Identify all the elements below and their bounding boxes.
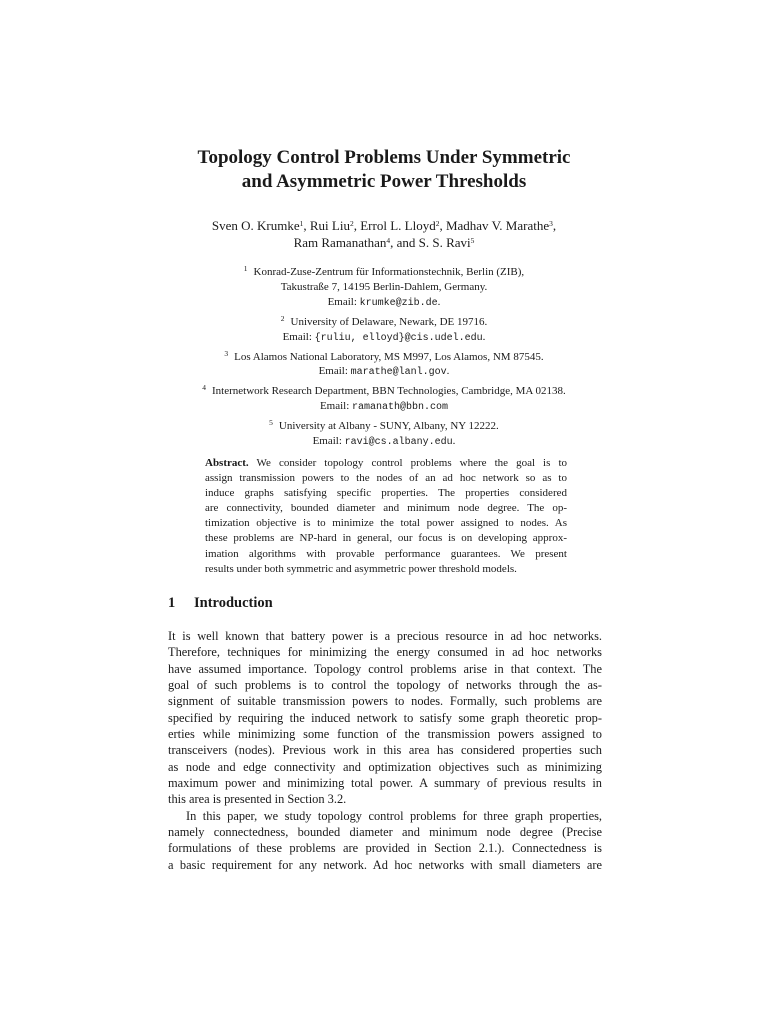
affiliation-email-line: [100, 399, 668, 416]
affiliation-4: [100, 381, 668, 416]
affiliation-3: [100, 347, 668, 382]
author-conjunction: and: [396, 235, 416, 250]
section-number: 1: [168, 595, 176, 611]
affiliation-list: [100, 262, 668, 451]
body-text: [168, 628, 602, 873]
abstract: [205, 456, 567, 577]
email-suffix: .: [437, 295, 441, 308]
abstract-line: induce graphs satisfying specific properties. The properties considered: [205, 487, 567, 500]
email-address: ramanath@bbn.com: [352, 402, 449, 414]
body-line: formulations of these problems are provided in Section 2.1.). Connectedness is: [168, 841, 602, 856]
abstract-line: results under both symmetric and asymmetric power threshold models.: [205, 562, 517, 575]
email-label: Email:: [318, 365, 348, 378]
abstract-label: Abstract.: [205, 457, 249, 469]
email-suffix: .: [452, 435, 456, 448]
abstract-line: imation algorithms with provable performance guarantees. We present: [205, 547, 567, 560]
author-affil-mark: 5: [470, 236, 475, 245]
author-name: Ram Ramanathan: [293, 235, 387, 250]
affiliation-email-line: [100, 295, 668, 312]
body-line: a basic requirement for any network. Ad hoc networks with small diameters are: [168, 857, 602, 872]
email-address: krumke@zib.de: [359, 297, 438, 309]
section-title: Introduction: [194, 595, 273, 611]
affiliation-number: 5: [269, 418, 273, 428]
affiliation-number: 2: [280, 313, 285, 323]
email-label: Email:: [282, 330, 312, 343]
author-name: Sven O. Krumke: [211, 218, 300, 233]
body-line: It is well known that battery power is a precious resource in ad hoc networks.: [168, 629, 602, 643]
affiliation-number: 3: [224, 348, 229, 358]
email-suffix: .: [446, 365, 450, 378]
title-line-2: and Asymmetric Power Thresholds: [241, 171, 527, 192]
affiliation-2: [100, 312, 668, 347]
author-list: [100, 217, 668, 251]
email-label: Email:: [327, 295, 357, 308]
body-line: namely connectedness, bounded diameter and minimum node degree (Precise: [168, 825, 602, 840]
email-address: marathe@lanl.gov: [350, 367, 447, 379]
affiliation-email-line: [100, 434, 668, 451]
author-name: Madhav V. Marathe: [445, 218, 550, 233]
author-line-1: Sven O. Krumke$^1$, Rui Liu$^2$, Errol L. Lloyd$^2$, Madhav V. Marathe$^3$,: [211, 218, 557, 233]
body-line: Therefore, techniques for minimizing the energy consumed in ad hoc networks: [168, 645, 602, 660]
body-line: signment of suitable transmission powers to nodes. Formally, such problems are: [168, 694, 602, 709]
body-line: transceivers (nodes). Previous work in this area has considered properties such: [168, 743, 602, 758]
affiliation-text: University of Delaware, Newark, DE 19716.: [290, 315, 488, 328]
affiliation-text: Internetwork Research Department, BBN Technologies, Cambridge, MA 02138.: [212, 385, 566, 398]
body-line: this area is presented in Section 3.2.: [168, 792, 347, 807]
author-name: S. S. Ravi: [418, 235, 471, 250]
body-line: In this paper, we study topology control problems for three graph properties,: [186, 808, 602, 823]
body-line: erties while minimizing some function of the transmission powers assigned to: [168, 727, 602, 742]
email-label: Email:: [312, 435, 342, 448]
body-line: maximum power and minimizing total power. A summary of previous results in: [168, 776, 602, 791]
author-affil-mark: 1: [299, 219, 304, 228]
affiliation-address: Takustraße 7, 14195 Berlin-Dahlem, Germany.: [280, 280, 488, 293]
author-affil-mark: 2: [435, 219, 440, 228]
email-address: ravi@cs.albany.edu: [344, 437, 453, 449]
abstract-line: timization objective is to minimize the total power assigned to nodes. As: [205, 517, 567, 530]
author-affil-mark: 3: [549, 219, 553, 228]
body-line: specified by requiring the induced network to satisfy some graph theoretic prop-: [168, 710, 602, 725]
affiliation-email-line: [100, 364, 668, 381]
author-name: Rui Liu: [309, 218, 350, 233]
abstract-line: [205, 456, 567, 471]
affiliation-text: Konrad-Zuse-Zentrum für Informationstechnik, Berlin (ZIB),: [253, 266, 525, 278]
affiliation-text: University at Albany - SUNY, Albany, NY 12222.: [278, 420, 499, 433]
body-line: have assumed importance. Topology control problems arise in that context. The: [168, 661, 602, 676]
affiliation-5: [100, 416, 668, 451]
paper-title: [100, 146, 668, 194]
author-affil-mark: 4: [386, 236, 391, 245]
section-heading: [168, 595, 273, 612]
author-affil-mark: 2: [349, 219, 354, 228]
title-line-1: Topology Control Problems Under Symmetric: [197, 147, 571, 168]
affiliation-number: 1: [243, 264, 248, 273]
body-line: goal of such problems is to control the topology of networks through the as-: [168, 678, 602, 693]
email-address: {ruliu, elloyd}@cis.udel.edu: [314, 332, 483, 344]
affiliation-text: Los Alamos National Laboratory, MS M997, Los Alamos, NM 87545.: [234, 350, 544, 363]
abstract-line: assign transmission powers to the nodes of an ad hoc network so as to: [205, 472, 567, 485]
affiliation-1: [100, 262, 668, 312]
abstract-line: these problems are NP-hard in general, our focus is on developing approx-: [205, 532, 567, 545]
body-line: as node and edge connectivity and optimization objectives such as minimizing: [168, 759, 602, 774]
email-label: Email:: [319, 400, 350, 413]
affiliation-number: 4: [202, 383, 207, 393]
email-suffix: .: [482, 330, 486, 343]
author-line-2: Ram Ramanathan$^4$, and S. S. Ravi$^5$: [293, 235, 475, 250]
abstract-line: are connectivity, bounded diameter and minimum node degree. The op-: [205, 502, 567, 515]
abstract-text: We consider topology control problems where the goal is to: [256, 457, 567, 469]
affiliation-email-line: [100, 330, 668, 347]
author-name: Errol L. Lloyd: [360, 218, 436, 233]
